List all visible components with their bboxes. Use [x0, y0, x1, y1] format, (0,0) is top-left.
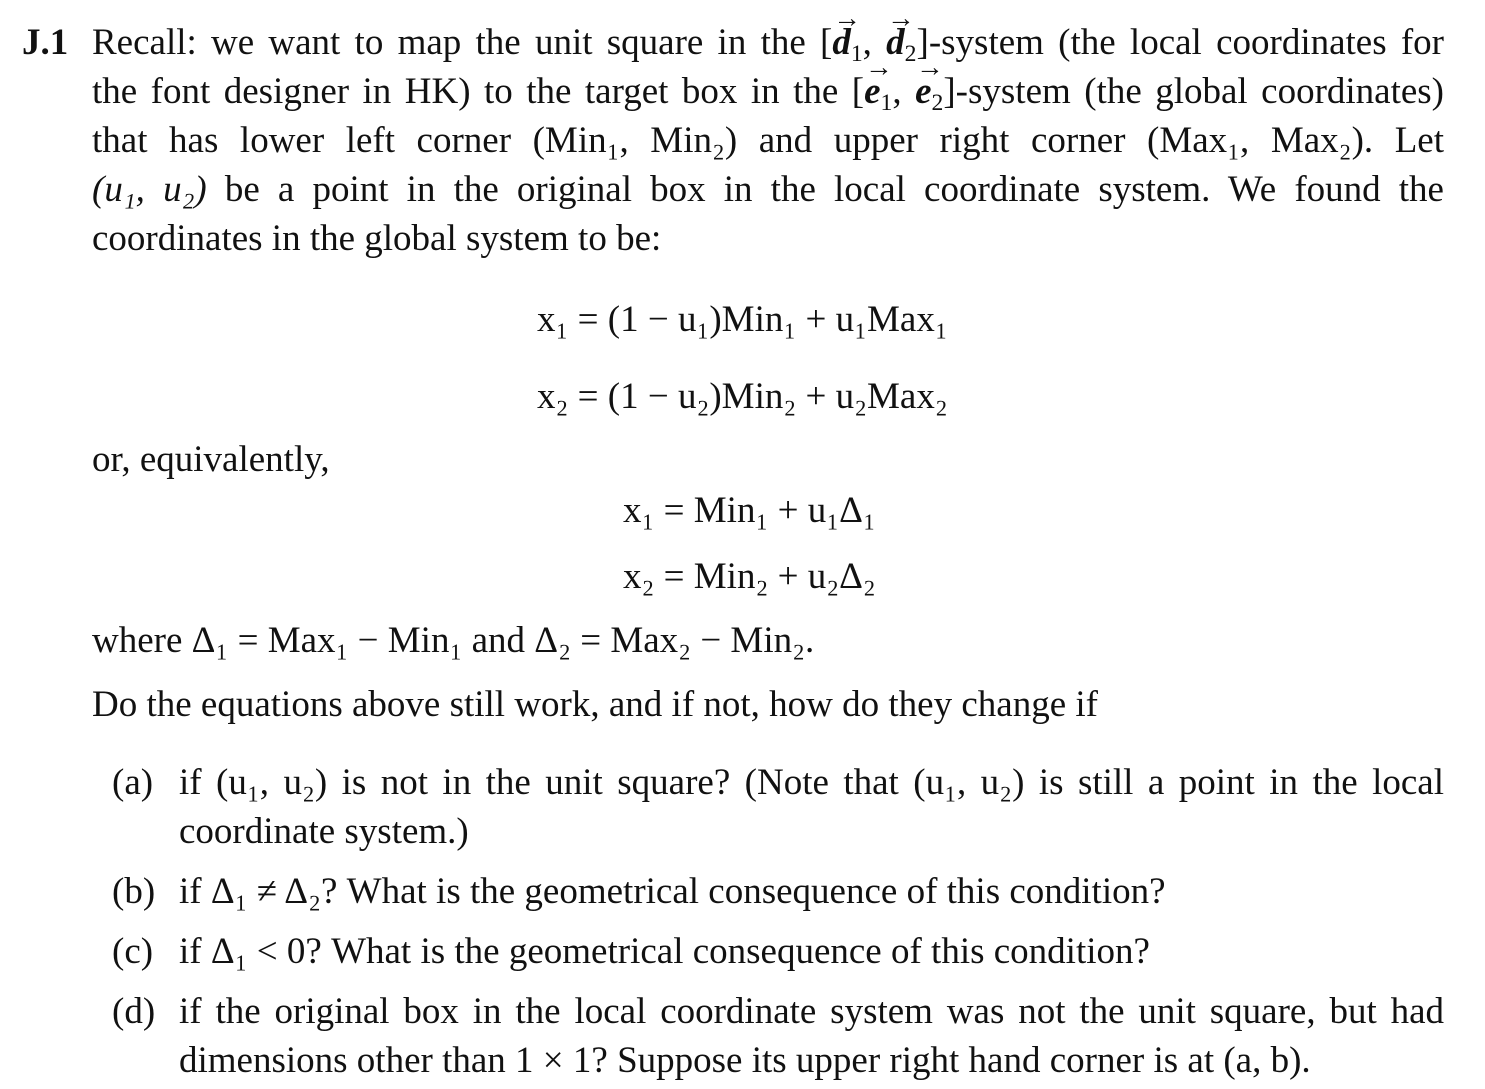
question-text: Do the equations above still work, and if not, how do they change if	[92, 684, 1098, 725]
subquestion-text: coordinate system.)	[179, 811, 469, 852]
subquestion-label: (a)	[112, 762, 154, 803]
subquestion-label: (b)	[112, 871, 156, 912]
problem-label: J.1	[22, 22, 69, 63]
subquestion-a	[112, 758, 1444, 856]
subquestion-text: if Δ₁ < 0? What is the geometrical consequence of this condition?	[179, 931, 1150, 972]
subquestion-text: dimensions other than 1 × 1? Suppose its upper right hand corner is at (a, b).	[179, 1040, 1311, 1081]
subquestion-d	[112, 987, 1444, 1085]
equation-x1-interpolation: x₁ = (1 − u₁)Min₁ + u₁Max₁	[537, 299, 948, 340]
vector-e2: → e	[915, 67, 931, 116]
subquestion-text: if (u₁, u₂) is not in the unit square? (Note that (u₁, u₂) is still a point in the local	[179, 762, 1444, 803]
equation-x1-delta: x₁ = Min₁ + u₁Δ₁	[623, 490, 876, 531]
equation-x2-delta: x₂ = Min₂ + u₂Δ₂	[623, 556, 876, 597]
vector-d1: → d	[832, 18, 851, 67]
equivalently-text: or, equivalently,	[92, 439, 330, 480]
subquestion-label: (d)	[112, 991, 156, 1032]
intro-line-3: that has lower left corner (Min₁, Min₂) and upper right corner (Max₁, Max₂). Let	[92, 120, 1444, 161]
intro-line-5: coordinates in the global system to be:	[92, 218, 662, 259]
equation-x2-interpolation: x₂ = (1 − u₂)Min₂ + u₂Max₂	[537, 376, 948, 417]
where-delta-definition: where Δ₁ = Max₁ − Min₁ and Δ₂ = Max₂ − Min₂.	[92, 620, 815, 661]
subquestion-text: if Δ₁ ≠ Δ₂? What is the geometrical consequence of this condition?	[179, 871, 1166, 912]
problem-intro	[92, 18, 1444, 263]
intro-line-4: (u₁, u₂) be a point in the original box in the local coordinate system. We found the	[92, 169, 1444, 210]
subquestion-b	[112, 867, 1444, 916]
intro-line-2: the font designer in HK) to the target box in the [→ $e_1$, → $e_2$]-system (the global coordinates)	[92, 67, 1444, 116]
vector-e1: → e	[864, 67, 880, 116]
intro-line-1: Recall: we want to map the unit square in the [→ $d_1$, → $d_2$]-system (the local coordinates for	[92, 18, 1444, 67]
vector-d2: → d	[886, 18, 905, 67]
subquestion-label: (c)	[112, 931, 154, 972]
subquestion-c	[112, 927, 1444, 976]
subquestion-text: if the original box in the local coordinate system was not the unit square, but had	[179, 991, 1444, 1032]
